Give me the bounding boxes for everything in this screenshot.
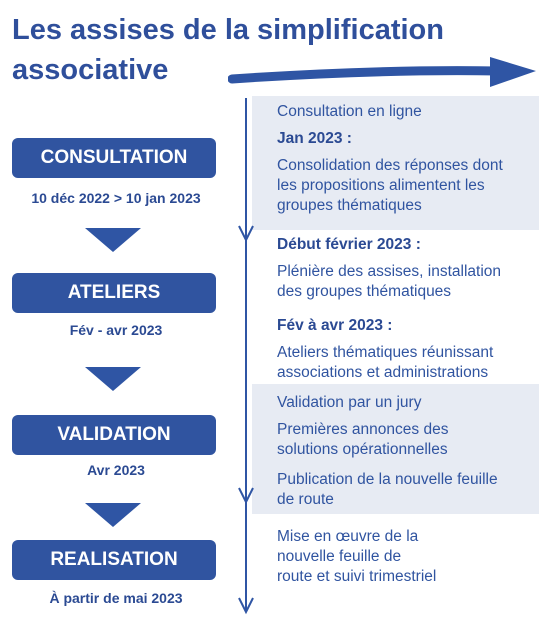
phase-ateliers: ATELIERS — [12, 273, 216, 313]
phase-realisation: REALISATION — [12, 540, 216, 580]
phase-date: Fév - avr 2023 — [69, 322, 163, 338]
timeline-item: Consolidation des réponses dont les propositions alimentent les groupes thématiques — [277, 157, 503, 214]
phase-validation: VALIDATION — [12, 415, 216, 455]
timeline-item: Plénière des assises, installation des groupes thématiques — [277, 263, 502, 300]
timeline-arrow-icon — [238, 98, 254, 620]
timeline-date: Fév à avr 2023 : — [277, 317, 393, 334]
timeline-item: Consultation en ligne — [277, 103, 422, 120]
phase-date: À partir de mai 2023 — [49, 590, 183, 606]
timeline-item: Mise en œuvre de la nouvelle feuille de route et suivi trimestriel — [277, 528, 437, 585]
timeline-date: Jan 2023 : — [277, 130, 352, 147]
down-triangle-icon — [85, 367, 141, 391]
phase-date: 10 déc 2022 > 10 jan 2023 — [31, 190, 201, 206]
title-arrow-icon — [228, 55, 540, 95]
page-title: Les assises de la simplification associative — [12, 14, 444, 86]
timeline-item: Ateliers thématiques réunissant associations et administrations — [277, 344, 494, 381]
down-triangle-icon — [85, 228, 141, 252]
timeline-item: Validation par un jury — [277, 394, 422, 411]
timeline-date: Début février 2023 : — [277, 236, 421, 253]
phase-consultation: CONSULTATION — [12, 138, 216, 178]
down-triangle-icon — [85, 503, 141, 527]
phase-date: Avr 2023 — [87, 462, 145, 478]
timeline-item: Premières annonces des solutions opérationnelles — [277, 421, 449, 458]
timeline-item: Publication de la nouvelle feuille de route — [277, 471, 498, 508]
